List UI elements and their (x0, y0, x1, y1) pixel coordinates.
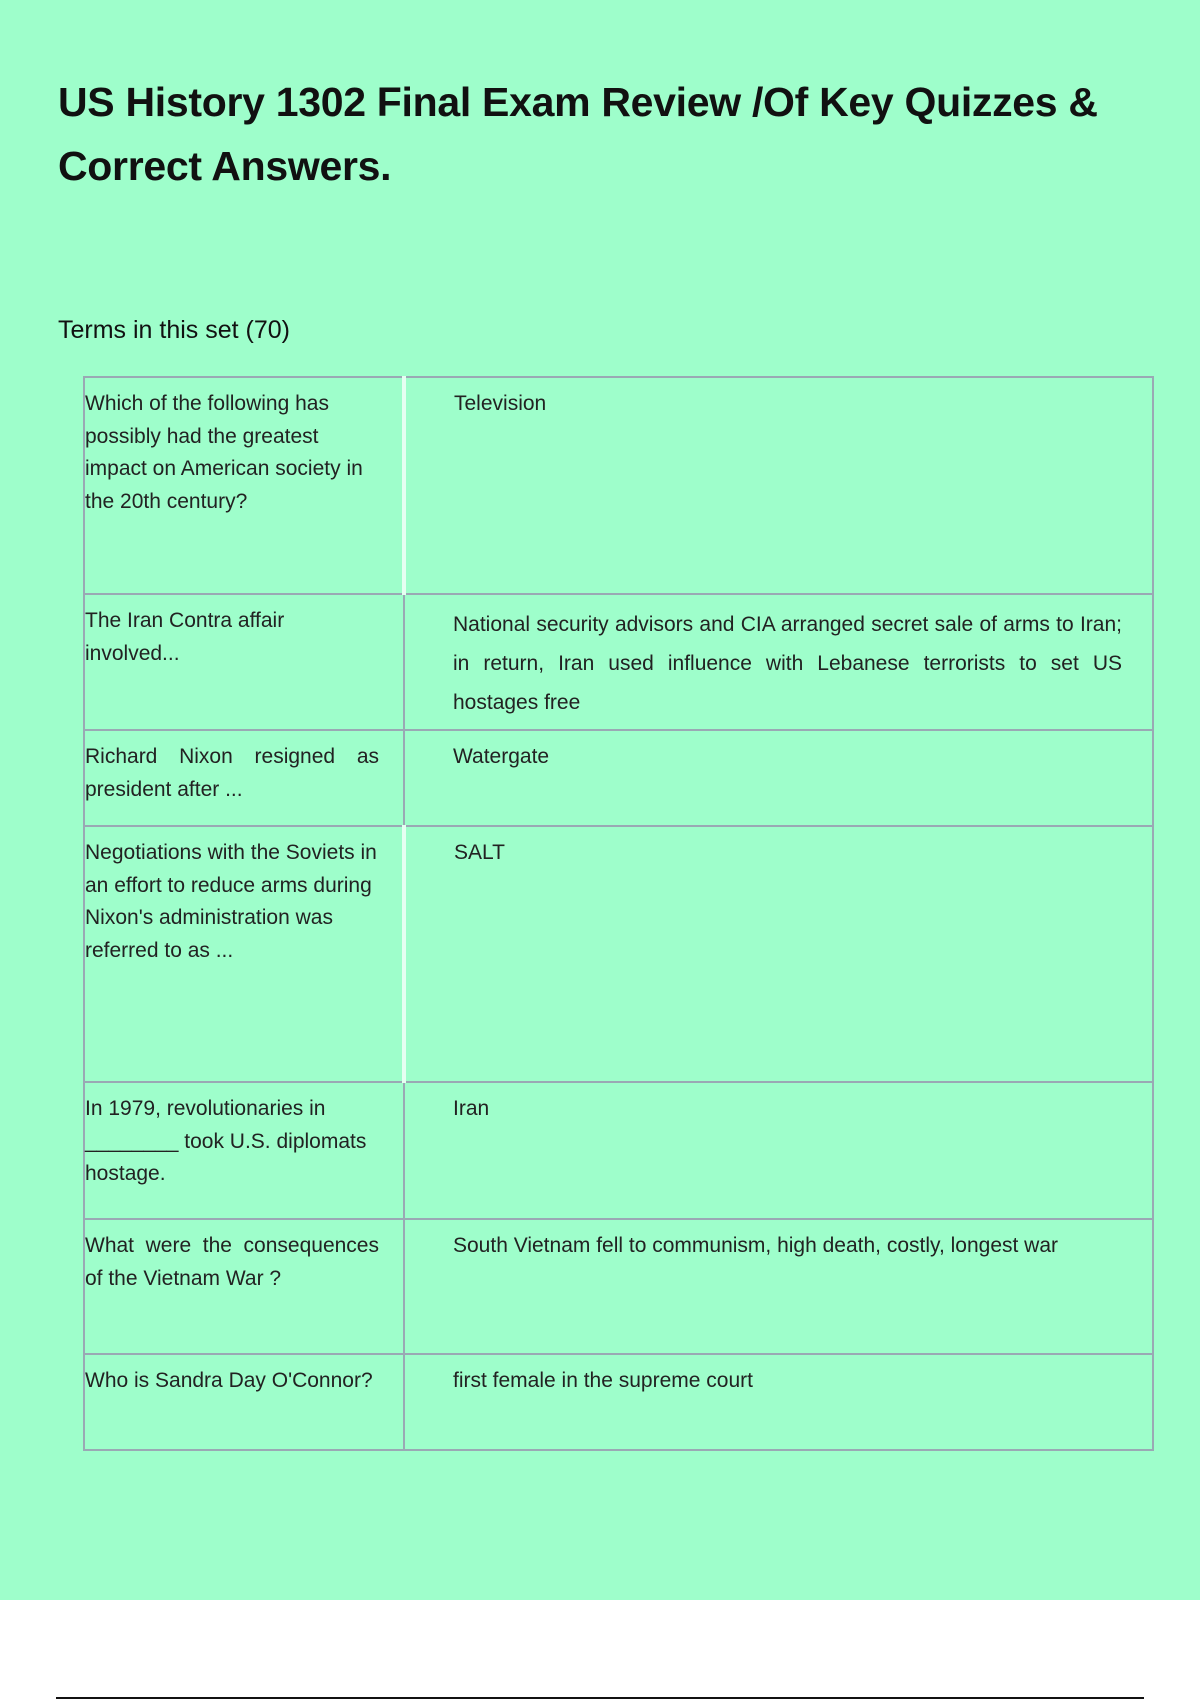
document-title: US History 1302 Final Exam Review /Of Key Quizzes & Correct Answers. (58, 79, 1098, 189)
term-row (84, 730, 1153, 826)
term-answer: National security advisors and CIA arranged secret sale of arms to Iran; in return, Iran used influence with Lebanese terrorists to set US hostages free (404, 594, 1153, 730)
term-question: Negotiations with the Soviets in an effort to reduce arms during Nixon's administration was referred to as ... (84, 826, 404, 1082)
term-row (84, 1219, 1153, 1354)
term-answer: Iran (404, 1082, 1153, 1219)
terms-count-label: Terms in this set (70) (58, 316, 291, 344)
term-answer: Television (404, 377, 1153, 594)
terms-table (83, 376, 1154, 1451)
term-answer: South Vietnam fell to communism, high death, costly, longest war (404, 1219, 1153, 1354)
term-question: Which of the following has possibly had the greatest impact on American society in the 20th century? (84, 377, 404, 594)
term-row (84, 826, 1153, 1082)
term-row (84, 594, 1153, 730)
term-question: The Iran Contra affair involved... (84, 594, 404, 730)
term-answer: SALT (404, 826, 1153, 1082)
term-question: Richard Nixon resigned as president after ... (84, 730, 404, 826)
term-question: Who is Sandra Day O'Connor? (84, 1354, 404, 1450)
term-row (84, 1354, 1153, 1450)
term-row (84, 1082, 1153, 1219)
term-row (84, 377, 1153, 594)
term-answer: Watergate (404, 730, 1153, 826)
term-answer: first female in the supreme court (404, 1354, 1153, 1450)
term-question: What were the consequences of the Vietnam War ? (84, 1219, 404, 1354)
term-question: In 1979, revolutionaries in ________ took U.S. diplomats hostage. (84, 1082, 404, 1219)
footer-divider (56, 1697, 1144, 1699)
